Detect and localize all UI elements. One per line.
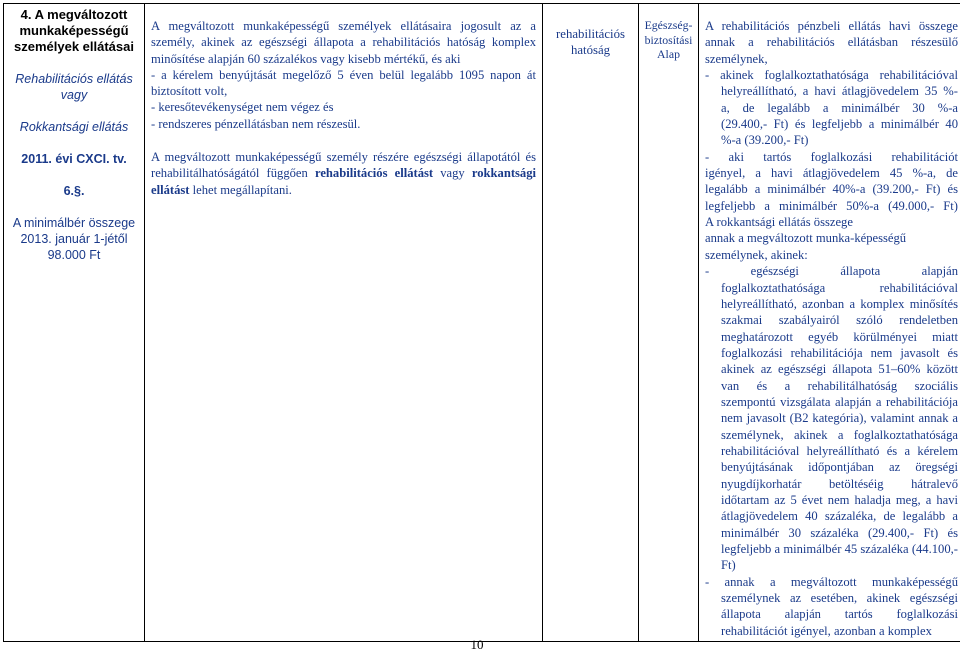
section-heading: 4. A megváltozott munkaképességű személyek ellátásai [8,7,140,55]
column-benefit-name [4,4,145,642]
eligibility-outcome: A megváltozott munkaképességű személy részére egészségi állapotától és rehabilitálhatóságától függően rehabilitációs ellátást vagy rokkantsági ellátást lehet megállapítani. [151,149,536,198]
eligibility-condition-2: - keresőtevékenységet nem végez és [151,99,536,115]
benefit-type-2: Rokkantsági ellátás [8,119,140,135]
section-reference: 6.§. [8,183,140,199]
page-number: 10 [0,637,954,653]
content-table [3,3,960,642]
column-eligibility [145,4,543,642]
column-amount [699,4,960,642]
eligibility-intro: A megváltozott munkaképességű személyek ellátásaira jogosult az a személy, akinek az egészségi állapota a rehabilitációs hatóság komplex minősítése alapján 60 százalékos vagy kisebb mértékű, és aki [151,18,536,67]
authority-name: rehabilitációs hatóság [543,4,638,58]
law-reference: 2011. évi CXCI. tv. [8,151,140,167]
column-fund [639,4,699,642]
benefit-type-1: Rehabilitációs ellátás vagy [8,71,140,103]
eligibility-condition-1: - a kérelem benyújtását megelőző 5 éven belül legalább 1095 napon át biztosított volt, [151,67,536,100]
benefit-amount-text: A rehabilitációs pénzbeli ellátás havi összege annak a rehabilitációs ellátásban részesülő személynek, - akinek foglalkoztathatósága rehabilitációval helyreállítható, a havi átlagjövedelem 35 %- a, de legalább a minimálbér 30 %-a (29.400,- Ft) és legfeljebb a minimálbér 40 %-a (39.200,- Ft) - aki tartós foglalkozási rehabilitációt igényel, a havi átlagjövedelem 45 %-a, de legalább a minimálbér 40%-a (39.200,- Ft) és legfeljebb a minimálbér 50%-a (49.000,- Ft) A rokkantsági ellátás összege annak a megváltozott munka-képességű személynek, akinek: - egészségi állapota alapján foglalkoztathatósága rehabilitációval helyreállítható, azonban a komplex minősítés szakmai szabályairól szóló rendeletben meghatározott egyéb körülményei miatt foglalkozási rehabilitációja nem javasolt és akinek az egészségi állapota 51–60% között van és a rehabilitálhatóság szociális szempontú vizsgálata alapján a rehabilitációja nem javasolt (B2 kategória), valamint annak a személynek, akinek a foglalkoztathatósága rehabilitációval helyreállítható és a kérelem benyújtásának időpontjában az öregségi nyugdíjkorhatár betöltéséig hátralevő időtartam az 5 évet nem haladja meg, a havi átlagjövedelem 40 százaléka, de legalább a minimálbér 30 százaléka (29.400,- Ft) és legfeljebb a minimálbér 45 százaléka (44.100,- Ft) - annak a megváltozott munkaképességű személynek az esetében, akinek egészségi állapota alapján tartós foglalkozási rehabilitációt igényel, azonban a komplex [699,4,960,641]
column-authority [543,4,639,642]
fund-name: Egészség- biztosítási Alap [639,4,698,62]
minimum-wage-note: A minimálbér összege 2013. január 1-jétől 98.000 Ft [8,215,140,263]
eligibility-condition-3: - rendszeres pénzellátásban nem részesül. [151,116,536,132]
